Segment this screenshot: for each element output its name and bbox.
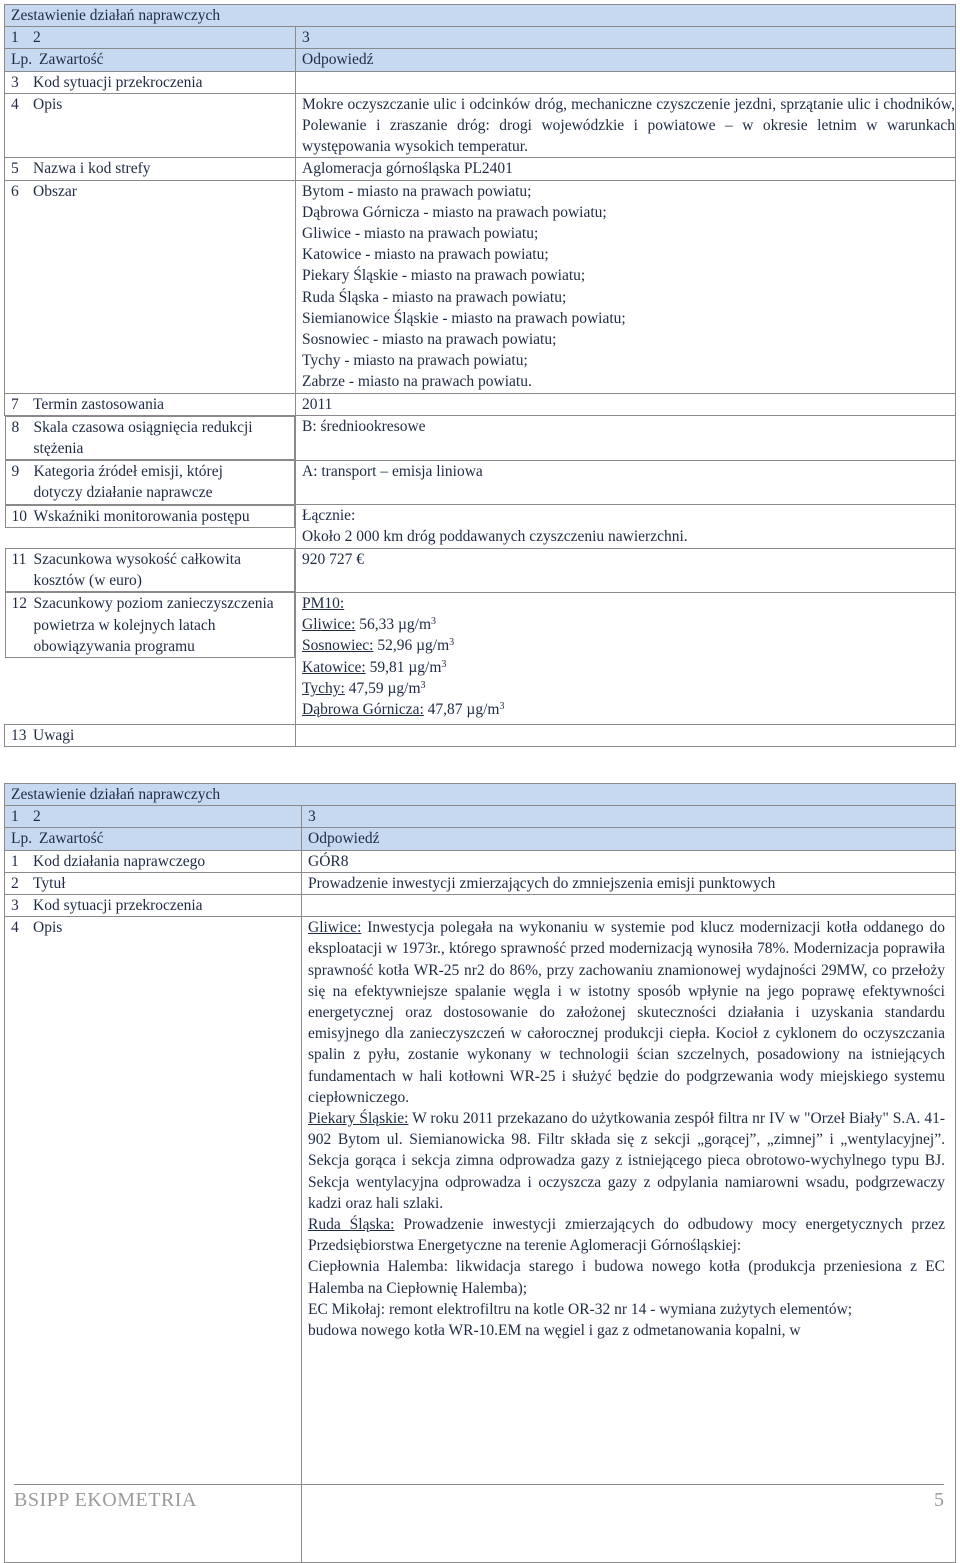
page-footer xyxy=(14,1484,944,1510)
corrective-actions-table-1 xyxy=(4,4,956,747)
header-odpowiedz: Odpowiedź xyxy=(302,828,956,850)
opis-description: Gliwice: Inwestycja polegała na wykonaniu w systemie pod klucz modernizacji kotła oddanego do eksploatacji w 1973r., którego sprawność przed modernizacją wynosiła 78%. Modernizacja poprawiła sprawność kotła WR-25 nr2 do 86%, przy zachowaniu znamionowej wydajności 29MW, co przełoży się na efektywniejsze spalanie węgla i w istotny sposób wpłynie na jego poprawę efektywności energetycznej oraz dostosowanie do założonej skuteczności działania i uzyskania standardu emisyjnego dla zanieczyszczeń w całorocznej produkcji ciepła. Kocioł z cyklonem do oczyszczania spalin z pyłu, zostanie wykonany w technologii ścian szczelnych, posadowiony na istniejących fundamentach w hali kotłowni WR-25 i służyć będzie do podgrzewania wody miejskiego systemu ciepłowniczego. Piekary Śląskie: W roku 2011 przekazano do użytkowania zespół filtra nr IV w "Orzeł Biały" S.A. 41-902 Bytom ul. Siemianowicka 98. Filtr składa się z sekcji „gorącej”, „zimnej” i „wentylacyjnej”. Sekcja gorąca i sekcja zimna odprowadza gazy z istniejącego pieca obrotowo-wychylnego typu BJ. Sekcja wentylacyjna odprowadza i oczyszcza gazy z odpylania namiarowni wsadu, podgrzewaczy kadzi oraz hali szlaki. Ruda Śląska: Prowadzenie inwestycji zmierzających do odbudowy mocy energetycznych przez Przedsiębiorstwa Energetyczne na terenie Aglomeracji Górnośląskiej: Ciepłownia Halemba: likwidacja starego i budowa nowego kotła (produkcja przeniesiona z EC Halemba na Ciepłownię Halemba); EC Mikołaj: remont elektrofiltru na kotle OR-32 nr 14 - wymiana zużytych elementów; budowa nowego kotła WR-10.EM na węgiel i gaz z odmetanowania kopalni, w xyxy=(302,917,956,1563)
list-item: Sosnowiec - miasto na prawach powiatu; xyxy=(302,331,557,349)
list-item: Piekary Śląskie - miasto na prawach powiatu; xyxy=(302,267,586,285)
table-row: 8 Skala czasowa osiągnięcia redukcji stężenia B: średniookresowe xyxy=(5,415,956,460)
page-number: 5 xyxy=(934,1489,944,1511)
table-row: 4 Opis Gliwice: Inwestycja polegała na wykonaniu w systemie pod klucz modernizacji kotła oddanego do eksploatacji w 1973r., którego sprawność przed modernizacją wynosiła 78%. Modernizacja poprawiła sprawność kotła WR-25 nr2 do 86%, przy zachowaniu znamionowej wydajności 29MW, co przełoży się na efektywniejsze spalanie węgla i w istotny sposób wpłynie na jego poprawę efektywności energetycznej oraz dostosowanie do założonej skuteczności działania i uzyskania standardu emisyjnego dla zanieczyszczeń w całorocznej produkcji ciepła. Kocioł z cyklonem do oczyszczania spalin z pyłu, zostanie wykonany w technologii ścian szczelnych, posadowiony na istniejących fundamentach w hali kotłowni WR-25 i służyć będzie do podgrzewania wody miejskiego systemu ciepłowniczego. Piekary Śląskie: W roku 2011 przekazano do użytkowania zespół filtra nr IV w "Orzeł Biały" S.A. 41-902 Bytom ul. Siemianowicka 98. Filtr składa się z sekcji „gorącej”, „zimnej” i „wentylacyjnej”. Sekcja gorąca i sekcja zimna odprowadza gazy z istniejącego pieca obrotowo-wychylnego typu BJ. Sekcja wentylacyjna odprowadza i oczyszcza gazy z odpylania namiarowni wsadu, podgrzewaczy kadzi oraz hali szlaki. Ruda Śląska: Prowadzenie inwestycji zmierzających do odbudowy mocy energetycznych przez Przedsiębiorstwa Energetyczne na terenie Aglomeracji Górnośląskiej: Ciepłownia Halemba: likwidacja starego i budowa nowego kotła (produkcja przeniesiona z EC Halemba na Ciepłownię Halemba); EC Mikołaj: remont elektrofiltru na kotle OR-32 nr 14 - wymiana zużytych elementów; budowa nowego kotła WR-10.EM na węgiel i gaz z odmetanowania kopalni, w xyxy=(5,917,956,1563)
table-title: Zestawienie działań naprawczych xyxy=(5,5,956,27)
table-row: 5 Nazwa i kod strefy Aglomeracja górnośląska PL2401 xyxy=(5,158,956,180)
footer-brand: BSIPP EKOMETRIA xyxy=(14,1489,197,1511)
list-item: Tychy - miasto na prawach powiatu; xyxy=(302,352,528,370)
table-row: 11 Szacunkowa wysokość całkowita kosztów (w euro) 920 727 € xyxy=(5,548,956,592)
table-row: 13 Uwagi xyxy=(5,725,956,747)
header-lp-zawartosc: Lp. Zawartość xyxy=(5,49,296,71)
table-row: 7 Termin zastosowania 2011 xyxy=(5,393,956,415)
table-row: 12 Szacunkowy poziom zanieczyszczenia powietrza w kolejnych latach obowiązywania programu PM10: Gliwice: 56,33 $\mu g/m^3$ Sosnowiec: 52,96 $\mu g/m^3$ Katowice: 59,81 $\mu g/m^3$ Tychy: 47,59 $\mu g/m^3$ Dąbrowa Górnicza: 47,87 $\mu g/m^3$ xyxy=(5,592,956,724)
list-item: Bytom - miasto na prawach powiatu; xyxy=(302,182,532,200)
table-row: 4 Opis Mokre oczyszczanie ulic i odcinków dróg, mechaniczne czyszczenie jezdni, sprzątanie ulic i chodników, Polewanie i zraszanie dróg: drogi wojewódzkie i powiatowe – w okresie letnim w warunkach występowania wysokich temperatur. xyxy=(5,93,956,158)
list-item: Ruda Śląska - miasto na prawach powiatu; xyxy=(302,288,567,306)
cost-value: 920 727 € xyxy=(296,548,956,592)
table-row: 6 Obszar Bytom - miasto na prawach powiatu; Dąbrowa Górnicza - miasto na prawach powiatu; Gliwice - miasto na prawach powiatu; Katowice - miasto na prawach powiatu; Piekary Śląskie - miasto na prawach powiatu; Ruda Śląska - miasto na prawach powiatu; Siemianowice Śląskie - miasto na prawach powiatu; Sosnowiec - miasto na prawach powiatu; Tychy - miasto na prawach powiatu; Zabrze - miasto na prawach powiatu. xyxy=(5,180,956,393)
obszar-list xyxy=(296,180,956,393)
table-row: 2 Tytuł Prowadzenie inwestycji zmierzających do zmniejszenia emisji punktowych xyxy=(5,872,956,894)
header-lp-zawartosc: Lp. Zawartość xyxy=(5,828,302,850)
table-row: 1 Kod działania naprawczego GÓR8 xyxy=(5,850,956,872)
corrective-actions-table-2 xyxy=(4,783,956,1563)
table-title: Zestawienie działań naprawczych xyxy=(5,784,956,806)
list-item: Siemianowice Śląskie - miasto na prawach powiatu; xyxy=(302,309,626,327)
list-item: Gliwice - miasto na prawach powiatu; xyxy=(302,225,539,243)
list-item: Katowice - miasto na prawach powiatu; xyxy=(302,246,549,264)
header-odpowiedz: Odpowiedź xyxy=(296,49,956,71)
table-row: 3 Kod sytuacji przekroczenia xyxy=(5,71,956,93)
list-item: Dąbrowa Górnicza - miasto na prawach powiatu; xyxy=(302,203,607,221)
action-title: Prowadzenie inwestycji zmierzających do zmniejszenia emisji punktowych xyxy=(302,872,956,894)
list-item: Zabrze - miasto na prawach powiatu. xyxy=(302,373,532,391)
opis-value: Mokre oczyszczanie ulic i odcinków dróg, mechaniczne czyszczenie jezdni, sprzątanie ulic i chodników, Polewanie i zraszanie dróg: drogi wojewódzkie i powiatowe – w okresie letnim w warunkach występowania wysokich temperatur. xyxy=(296,93,956,158)
action-code: GÓR8 xyxy=(302,850,956,872)
table-row: 3 Kod sytuacji przekroczenia xyxy=(5,895,956,917)
table-row: 9 Kategoria źródeł emisji, której dotyczy działanie naprawcze A: transport – emisja liniowa xyxy=(5,460,956,504)
column-numbers: 1 2 xyxy=(5,806,302,828)
table-row: 10 Wskaźniki monitorowania postępu Łącznie: Około 2 000 km dróg poddawanych czyszczeniu nawierzchni. xyxy=(5,505,956,548)
pm10-levels: PM10: Gliwice: 56,33 $\mu g/m^3$ Sosnowiec: 52,96 $\mu g/m^3$ Katowice: 59,81 $\mu g/m^3$ Tychy: 47,59 $\mu g/m^3$ Dąbrowa Górnicza: 47,87 $\mu g/m^3$ xyxy=(296,592,956,724)
column-numbers: 1 2 xyxy=(5,27,296,49)
column-number-3: 3 xyxy=(296,27,956,49)
column-number-3: 3 xyxy=(302,806,956,828)
